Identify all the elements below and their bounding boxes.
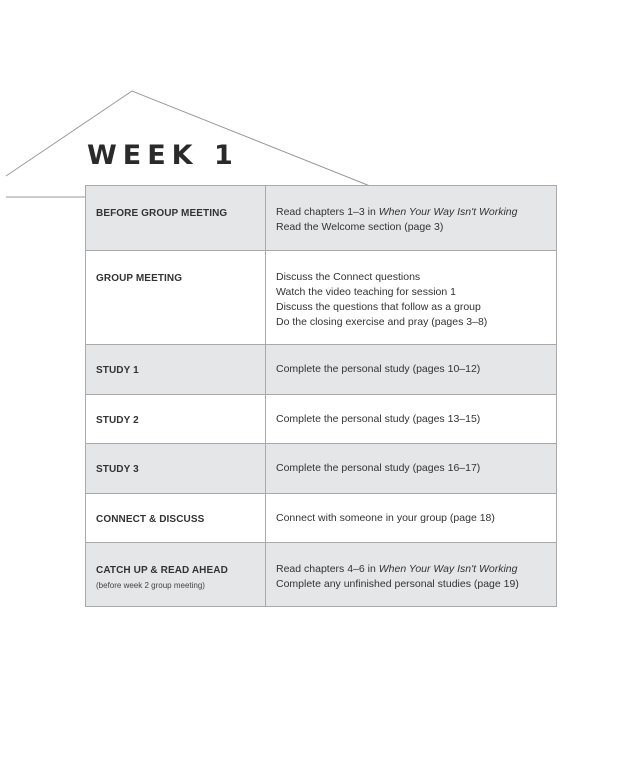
task-line: Complete the personal study (pages 13–15) <box>276 413 481 425</box>
activity-cell <box>86 395 266 444</box>
task-text: Read chapters 1–3 in <box>276 206 379 218</box>
weekly-schedule-table <box>85 185 557 607</box>
schedule-row <box>86 345 557 395</box>
activity-cell <box>86 543 266 607</box>
activity-note: (before week 2 group meeting) <box>96 581 205 590</box>
activity-label: GROUP MEETING <box>96 273 183 284</box>
task-line: Watch the video teaching for session 1 <box>276 286 456 298</box>
task-line: Do the closing exercise and pray (pages 3–8) <box>276 316 488 328</box>
schedule-row <box>86 186 557 251</box>
schedule-row <box>86 251 557 345</box>
book-title: When Your Way Isn't Working <box>378 206 518 218</box>
activity-label: STUDY 3 <box>96 464 139 475</box>
task-cell <box>266 494 557 543</box>
task-cell <box>266 186 557 251</box>
page-title: WEEK 1 <box>87 140 239 171</box>
task-text: Read chapters 4–6 in <box>276 563 379 575</box>
schedule-row <box>86 494 557 543</box>
activity-label: BEFORE GROUP MEETING <box>96 208 228 219</box>
task-line: Complete any unfinished personal studies (page 19) <box>276 578 519 590</box>
task-cell <box>266 444 557 494</box>
task-cell <box>266 251 557 345</box>
schedule-row <box>86 543 557 607</box>
schedule-row <box>86 444 557 494</box>
task-line: Read the Welcome section (page 3) <box>276 221 444 233</box>
task-cell <box>266 395 557 444</box>
activity-cell <box>86 186 266 251</box>
activity-label: STUDY 1 <box>96 365 139 376</box>
schedule-row <box>86 395 557 444</box>
task-line: Connect with someone in your group (page 18) <box>276 512 495 524</box>
task-line <box>276 205 546 220</box>
task-cell <box>266 543 557 607</box>
activity-cell <box>86 494 266 543</box>
task-line: Complete the personal study (pages 16–17) <box>276 462 481 474</box>
task-cell <box>266 345 557 395</box>
task-line: Complete the personal study (pages 10–12) <box>276 363 481 375</box>
activity-label: CONNECT & DISCUSS <box>96 514 205 525</box>
task-line: Discuss the questions that follow as a group <box>276 301 481 313</box>
task-line <box>276 562 546 577</box>
activity-label: CATCH UP & READ AHEAD <box>96 565 228 576</box>
task-line: Discuss the Connect questions <box>276 271 421 283</box>
activity-cell <box>86 345 266 395</box>
activity-label: STUDY 2 <box>96 415 139 426</box>
activity-cell <box>86 444 266 494</box>
activity-cell <box>86 251 266 345</box>
book-title: When Your Way Isn't Working <box>378 563 518 575</box>
